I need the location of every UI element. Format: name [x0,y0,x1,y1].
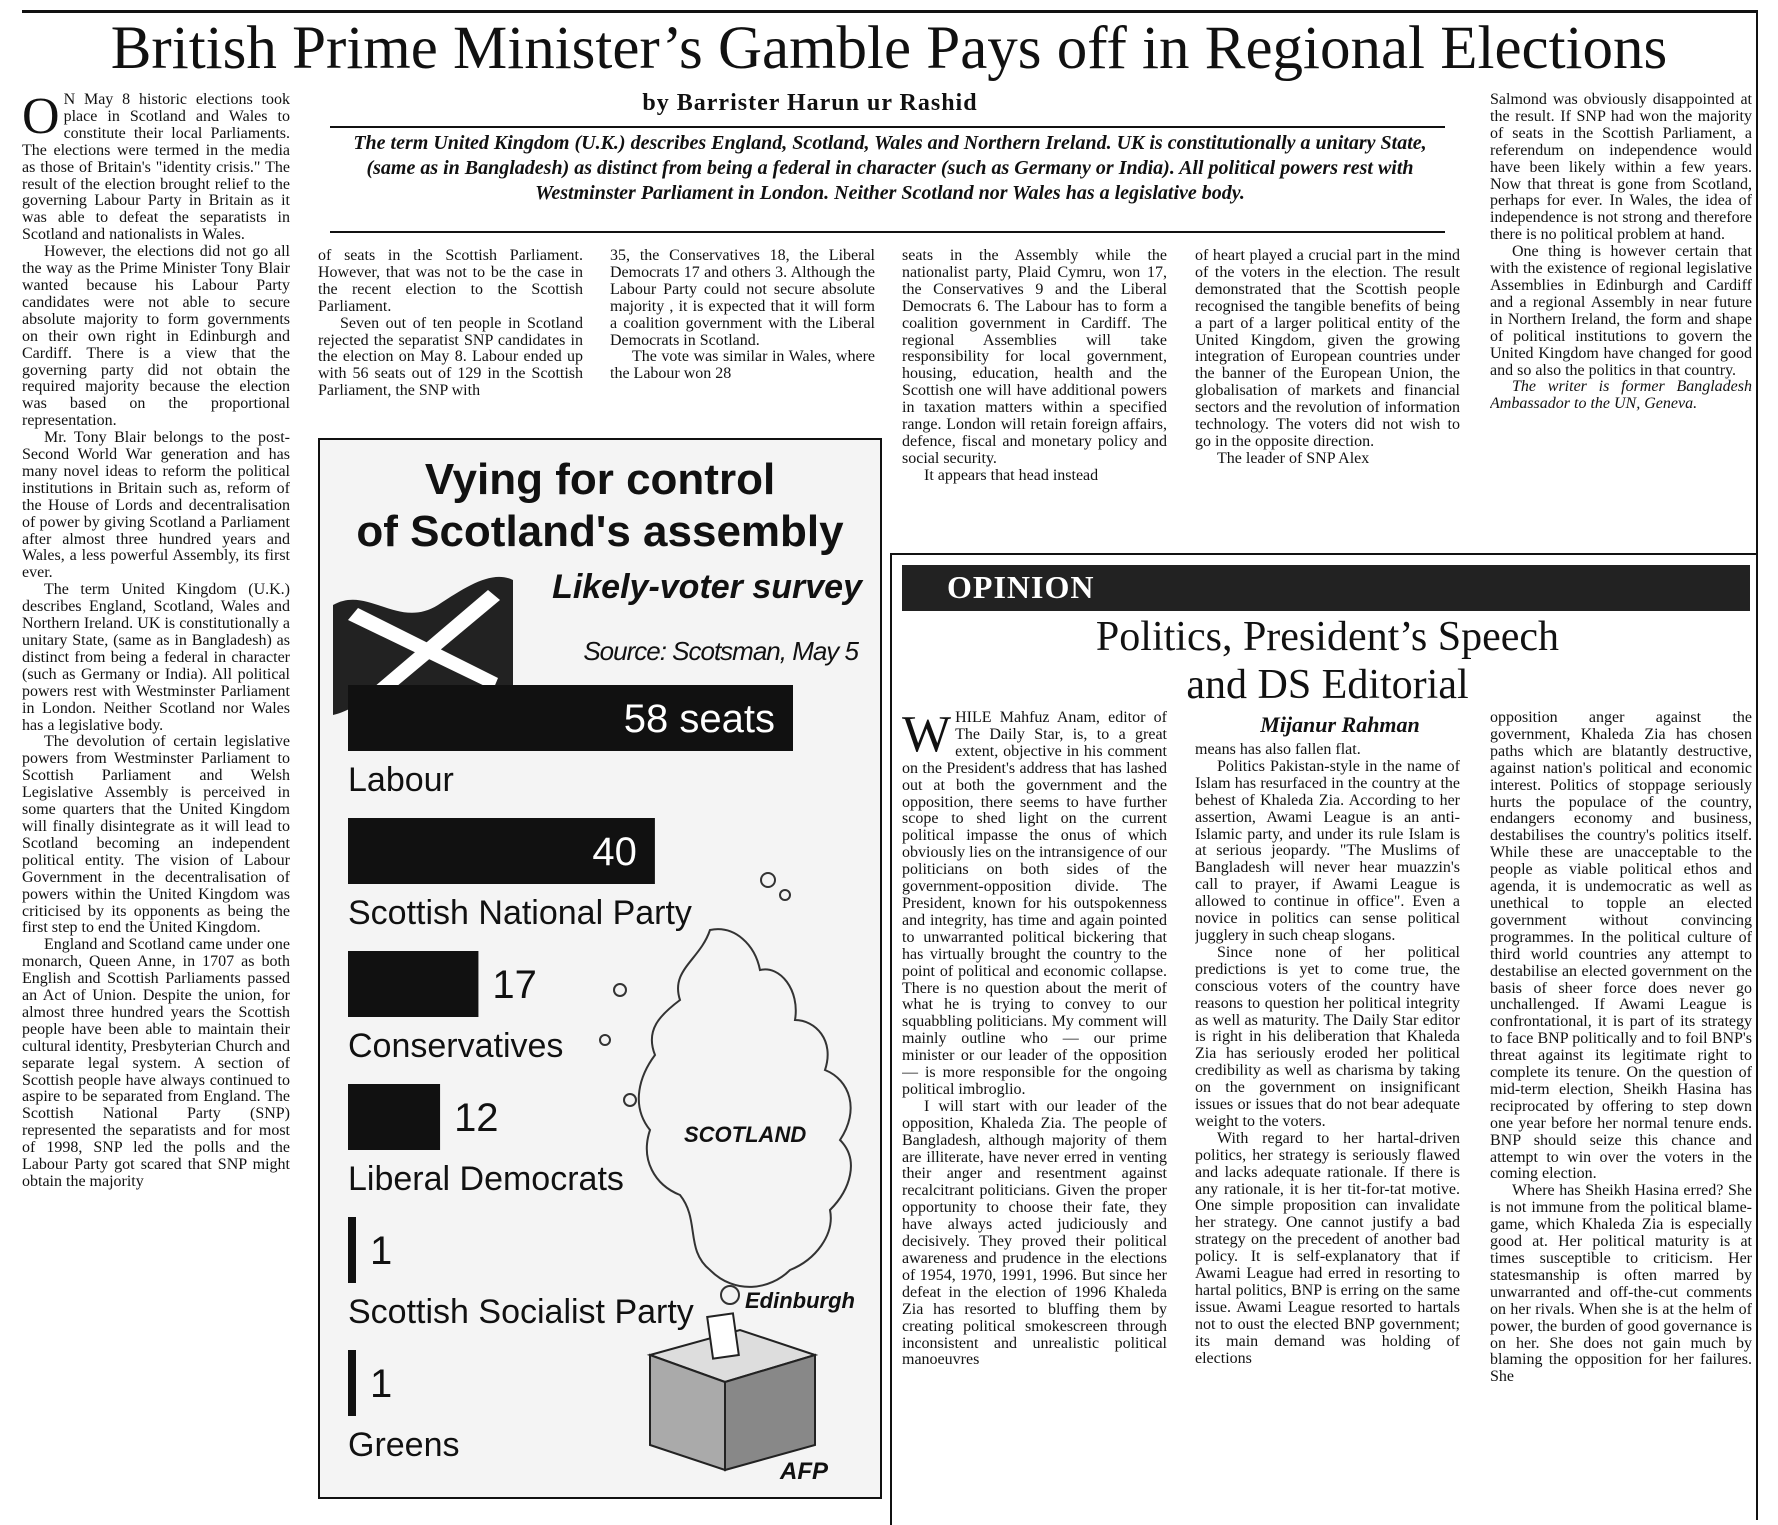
paragraph: HILE Mahfuz Anam, editor of The Daily Star, is, to a great extent, objective in his comment on the President's address that has lashed out at both the government and the opposition, there seems to have further scope to shed light on the current political impasse the onus of which obviously lies on the intransigence of our politicians on both sides of the government-opposition divide. The President, known for his outspokenness and integrity, has time and again pointed to unwarranted political bickering that has virtually brought the country to the point of political and economic collapse. There is no question about the merit of what he is trying to convey to our squabbling politicians. My comment will mainly outline who — our prime minister or our leader of the opposition — is more responsible for the ongoing political imbroglio. [902,710,1167,1098]
paragraph: It appears that head instead [924,466,1099,484]
opinion-column-2 [1195,742,1460,1518]
intro-bottom-rule [330,231,1445,233]
paragraph: of heart played a crucial part in the mind of the voters in the election. The result demonstrated that the Scottish people recognised the tangible benefits of being a part of a larger political entity of the United Kingdom, given the growing integration of European countries under the banner of the European Union, the globalisation of markets and financial sectors and the revolution of information technology. The voters did not wish to go in the opposite direction. [1195,248,1460,450]
agency-logo: AFP [780,1458,828,1485]
author-credit: The writer is former Bangladesh Ambassador to the UN, Geneva. [1490,378,1752,413]
bar-category-label: Scottish National Party [348,894,692,932]
headline: British Prime Minister’s Gamble Pays off in Regional Elections [110,15,1668,82]
bar-category-label: Greens [348,1426,460,1464]
map-city-label: Edinburgh [745,1288,855,1313]
bar-chart [320,440,880,1497]
paragraph: The vote was similar in Wales, where the Labour won 28 [610,348,875,383]
opinion-column-3 [1490,710,1752,1518]
paragraph: opposition anger against the government, Khaleda Zia has chosen paths which are blatantly destructive, against nation's political and economic interest. Politics of stoppage seriously hurts the populace of the country, endangers economy and business, destabilises the country's politics itself. While these are unacceptable to the people as viable political ethos and agenda, it is undemocratic as well as unethical to topple an elected government without convincing programmes. In the political culture of third world countries any attempt to destabilise an elected government on the basis of sheer force does never go unchallenged. If Awami League is confrontational, it is part of its strategy to face BNP politically and to foil BNP's threat against its legitimate right to complete its tenure. On the question of mid-term election, Sheikh Hasina has reciprocated by offering to step down one year before her normal tenure ends. BNP should seize this chance and attempt to win over the voters in the coming election. [1490,710,1752,1183]
paragraph: The term United Kingdom (U.K.) describes England, Scotland, Wales and Northern Ireland. UK is constitutionally a unitary State, (same as in Bangladesh) as distinct from being a federal in character (such as Germany or India). All political powers rest with Westminster Parliament in London. Neither Scotland nor Wales has a legislative body. [22,581,290,734]
article-column-5 [1195,248,1460,538]
article-column-2 [318,248,583,418]
article-column-3 [610,248,875,418]
map-region-label: SCOTLAND [684,1122,807,1147]
paragraph: One thing is however certain that with the existence of regional legislative Assemblies in Edinburgh and Cardiff and a regional Assembly in near future in Northern Ireland, the form and shape of political institutions to govern the United Kingdom have changed for good and so also the politics in that country. [1490,243,1752,379]
opinion-title-line-2: and DS Editorial [1186,662,1469,708]
paragraph: Where has Sheikh Hasina erred? She is not immune from the political blame-game, which Khaleda Zia is especially good at. Her political maturity is at times susceptible to criticism. Her statesmanship is often marred by unwarranted and off-the-cut comments on her rivals. When she is at the helm of power, the burden of good governance is on her. She does not gain much by blaming the opposition for her failures. She [1490,1182,1752,1386]
bar-4 [348,1217,356,1283]
paragraph: However, the elections did not go all the way as the Prime Minister Tony Blair wanted because his Labour Party candidates were not able to secure absolute majority to form governments on their own right in Edinburgh and Cardiff. There is a view that the governing party did not obtain the required majority because the election was based on the proportional representation. [22,243,290,430]
bar-value-label: 1 [370,1362,393,1406]
paragraph: N May 8 historic elections took place in Scotland and Wales to constitute their local Parliaments. The elections were termed in the media as those of Britain's "identity crisis." The result of the election brought relief to the governing Labour Party in Britain as it was able to defeat the separatists in Scotland and nationalists in Wales. [22,92,290,244]
article-column-4 [902,248,1167,538]
drop-cap: O [22,92,60,145]
paragraph: Since none of her political predictions is yet to come true, the conscious voters of the country have reasons to question her political integrity as well as maturity. The Daily Star editor is right in his deliberation that Khaleda Zia has seriously eroded her political credibility as well as charisma by taking on the government on insignificant issues or issues that do not bear adequate weight to the voters. [1195,943,1460,1130]
paragraph: 35, the Conservatives 18, the Liberal Democrats 17 and others 3. Although the Labour Party could not secure absolute majority , it is expected that it will form a coalition government with the Liberal Democrats in Scotland. [610,248,875,349]
bar-value-label: 58 seats [623,697,775,741]
bar-category-label: Liberal Democrats [348,1160,624,1198]
top-rule [22,10,1756,13]
chart-source: Source: Scotsman, May 5 [583,636,858,666]
paragraph: Mr. Tony Blair belongs to the post-Second World War generation and has many novel ideas to reform the political institutions in Britain such as, reform of the House of Lords and decentralisation of power by giving Scotland a Parliament after almost three hundred years and Wales, a less powerful Assembly, its first ever. [22,429,290,582]
opinion-column-1 [902,710,1167,1518]
bar-category-label: Labour [348,761,454,799]
opinion-title [905,613,1750,709]
chart-title-line-1: Vying for control [424,455,776,504]
opinion-banner [902,565,1750,611]
article-column-6 [1490,92,1752,542]
bar-value-label: 40 [592,830,637,874]
chart-subtitle: Likely-voter survey [552,568,862,606]
opinion-label: OPINION [947,569,1095,605]
paragraph: With regard to her hartal-driven politics, her strategy is seriously flawed and lacks adequate rationale. If there is any rationale, it is her tit-for-tat motive. One simple proposition can invalidate her strategy. One cannot justify a bad strategy on the precedent of another bad policy. It is self-explanatory that if Awami League had erred in resorting to hartal politics, BNP is erring on the same issue. Awami League resorted to hartals not to oust the elected BNP government; its main demand was holding of elections [1195,1129,1460,1367]
bar-3 [348,1084,440,1150]
bar-value-label: 1 [370,1229,393,1273]
paragraph: Salmond was obviously disappointed at the result. If SNP had won the majority of seats in the Scottish Parliament, a referendum on independence would have been likely within a few years. Now that threat is gone from Scotland, perhaps for ever. In Wales, the idea of independence is not strong and therefore there is no political problem at hand. [1490,92,1752,244]
opinion-author: Mijanur Rahman [1260,712,1420,737]
bar-category-label: Conservatives [348,1027,564,1065]
paragraph: I will start with our leader of the opposition, Khaleda Zia. The people of Bangladesh, although majority of them are illiterate, have never erred in venting their anger and resentment against recalcitrant politicians. Given the proper opportunity to choose their fate, they have always acted judiciously and decisively. They proved their political awareness and prudence in the elections of 1954, 1970, 1991, 1996. But since her defeat in the election of 1996 Khaleda Zia has resorted to bluffing them by creating political smokescreen through inconsistent and unrealistic political manoeuvres [902,1097,1167,1369]
article-column-1 [22,92,290,1517]
paragraph: seats in the Assembly while the nationalist party, Plaid Cymru, won 17, the Conservatives 9 and the Liberal Democrats 6. The Labour has to form a coalition government in Cardiff. The regional Assemblies will take responsibility for local government, housing, education, health and the Scottish one will have additional powers in taxation matters within a specified range. London will retain foreign affairs, defence, fiscal and monetary policy and social security. [902,248,1167,467]
paragraph: The leader of SNP Alex [1217,449,1370,467]
bar-2 [348,951,478,1017]
chart-title-line-2: of Scotland's assembly [356,507,844,556]
intro-standfirst: The term United Kingdom (U.K.) describes England, Scotland, Wales and Northern Ireland. UK is constitutionally a unitary State, (same as in Bangladesh) as distinct from being a federal in character (such as Germany or India). All political powers rest with Westminster Parliament in London. Neither Scotland nor Wales has a legislative body. [353,132,1427,204]
intro-top-rule [330,126,1445,128]
paragraph: The devolution of certain legislative powers from Westminster Parliament to Scottish Parliament and Welsh Legislative Assembly is perceived in some quarters that the United Kingdom will finally disintegrate as it will lead to Scotland becoming an independent political entity. The vision of Labour Government in the decentralisation of powers within the United Kingdom was criticised by its opponents as being the first step to end the United Kingdom. [22,733,290,937]
bar-5 [348,1350,356,1416]
bar-category-label: Scottish Socialist Party [348,1293,694,1331]
bar-value-label: 12 [454,1096,499,1140]
paragraph: of seats in the Scottish Parliament. However, that was not to be the case in the recent election to the Scottish Parliament. [318,248,583,315]
paragraph: England and Scotland came under one monarch, Queen Anne, in 1707 as both English and Scottish Parliaments passed an Act of Union. Despite the union, for almost three hundred years the Scottish people have been able to maintain their cultural identity, Presbyterian Church and separate legal system. A section of Scottish people have always continued to aspire to be separated from England. The Scottish National Party (SNP) represented the separatists and for most of 1998, SNP led the polls and the Labour Party got scared that SNP might obtain the majority [22,936,290,1190]
opinion-title-line-1: Politics, President’s Speech [1095,614,1560,660]
bar-value-label: 17 [492,963,537,1007]
byline: by Barrister Harun ur Rashid [642,90,978,116]
paragraph: means has also fallen flat. [1195,742,1361,758]
drop-cap: W [902,710,952,763]
chart-graphic [318,438,882,1499]
paragraph: Seven out of ten people in Scotland rejected the separatist SNP candidates in the election on May 8. Labour ended up with 56 seats out of 129 in the Scottish Parliament, the SNP with [318,314,583,400]
paragraph: Politics Pakistan-style in the name of Islam has resurfaced in the country at the behest of Khaleda Zia. According to her assertion, Awami League is an anti-Islamic party, and under its rule Islam is at serious jeopardy. "The Muslims of Bangladesh will never hear muazzin's call to prayer, if Awami League is allowed to continue in office". Even a novice in politics can sense political jugglery in such cheap slogans. [1195,757,1460,944]
